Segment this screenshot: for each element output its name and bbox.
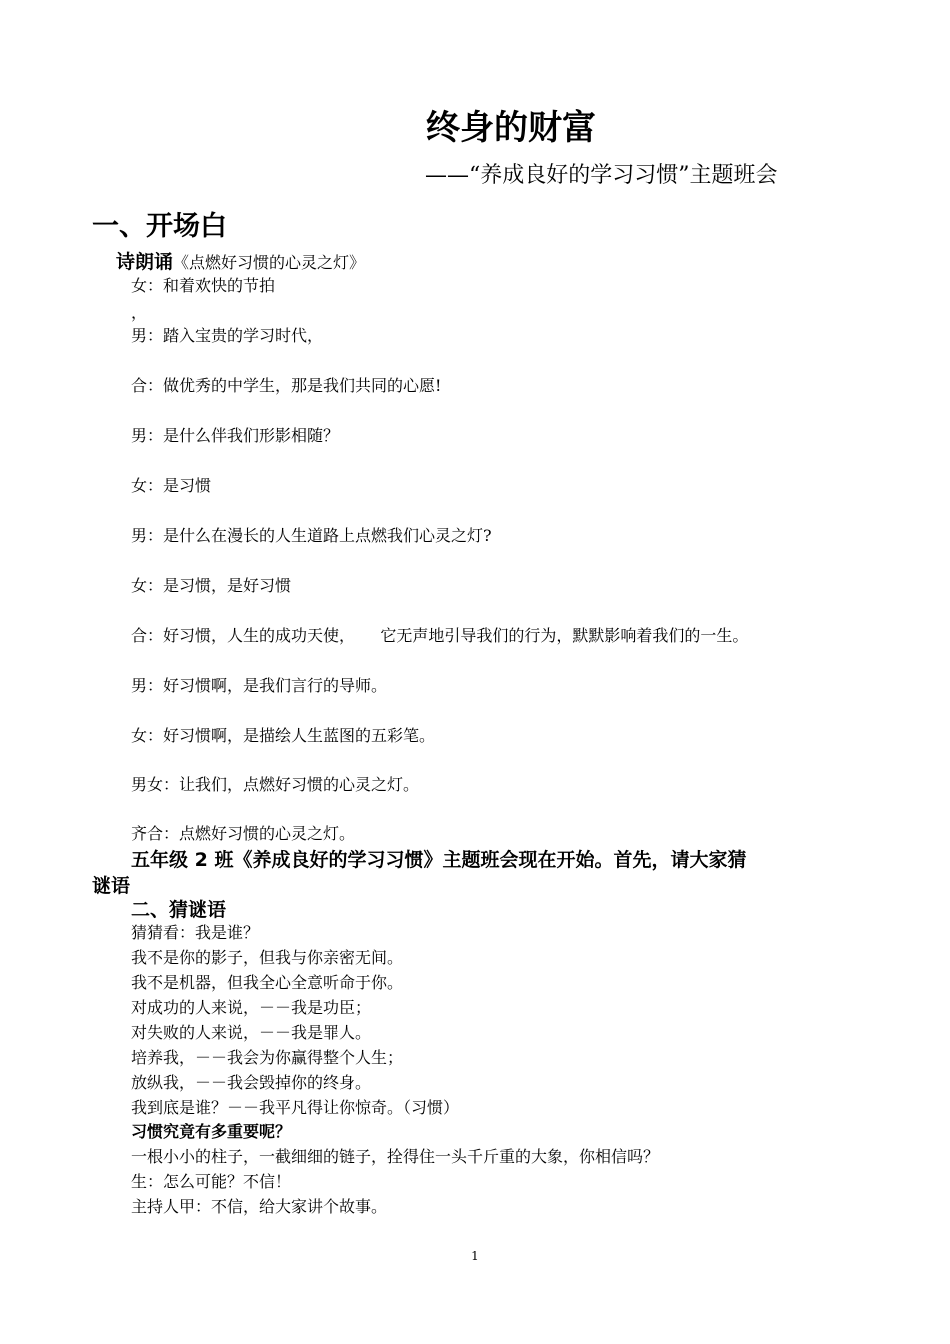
poem-line: 女：是习惯 (131, 476, 212, 495)
poem-line: ， (131, 303, 148, 322)
poem-line: 男：是什么伴我们形影相随？ (131, 426, 340, 445)
poem-line: 男：好习惯啊，是我们言行的导师。 (131, 676, 388, 695)
section-heading-opening: 一、开场白 (92, 211, 227, 242)
riddle-line: 对成功的人来说，－－我是功臣； (131, 998, 372, 1017)
riddle-line: 培养我，－－我会为你赢得整个人生； (131, 1048, 404, 1067)
poem-line: 齐合：点燃好习惯的心灵之灯。 (131, 824, 356, 843)
story-line: 生：怎么可能？不信！ (131, 1172, 292, 1191)
intro-paragraph-continued: 谜语 (92, 875, 131, 897)
riddle-line: 猜猜看：我是谁？ (131, 923, 260, 942)
riddle-line: 我不是机器，但我全心全意听命于你。 (131, 973, 404, 992)
poem-line: 男女：让我们，点燃好习惯的心灵之灯。 (131, 775, 420, 794)
story-line: 主持人甲：不信，给大家讲个故事。 (131, 1197, 388, 1216)
poem-heading (116, 247, 365, 274)
riddle-line: 对失败的人来说，－－我是罪人。 (131, 1023, 372, 1042)
intro-paragraph: 五年级 2 班《养成良好的学习习惯》主题班会现在开始。首先，请大家猜 (131, 849, 747, 871)
riddle-line: 我不是你的影子，但我与你亲密无间。 (131, 948, 404, 967)
poem-line: 男：是什么在漫长的人生道路上点燃我们心灵之灯? (131, 526, 492, 545)
riddle-line: 放纵我，－－我会毁掉你的终身。 (131, 1073, 372, 1092)
poem-line: 男：踏入宝贵的学习时代， (131, 326, 324, 345)
poem-title: 《点燃好习惯的心灵之灯》 (173, 253, 366, 272)
section-heading-riddle: 二、猜谜语 (131, 899, 227, 921)
page-number: 1 (471, 1249, 479, 1263)
poem-label: 诗朗诵 (116, 251, 174, 273)
poem-line: 女：好习惯啊，是描绘人生蓝图的五彩笔。 (131, 726, 436, 745)
story-line: 一根小小的柱子，一截细细的链子，拴得住一头千斤重的大象，你相信吗？ (131, 1147, 660, 1166)
poem-line: 合：好习惯，人生的成功天使， 它无声地引导我们的行为，默默影响着我们的一生。 (131, 626, 749, 645)
document-subtitle: ——“养成良好的学习习惯”主题班会 (425, 163, 778, 188)
poem-line: 女：和着欢快的节拍 (131, 276, 276, 295)
poem-line: 女：是习惯，是好习惯 (131, 576, 292, 595)
riddle-line: 我到底是谁？－－我平凡得让你惊奇。（习惯） (131, 1098, 460, 1117)
document-title: 终身的财富 (426, 108, 596, 148)
poem-line: 合：做优秀的中学生，那是我们共同的心愿! (131, 376, 442, 395)
question-heading: 习惯究竟有多重要呢？ (131, 1122, 292, 1141)
